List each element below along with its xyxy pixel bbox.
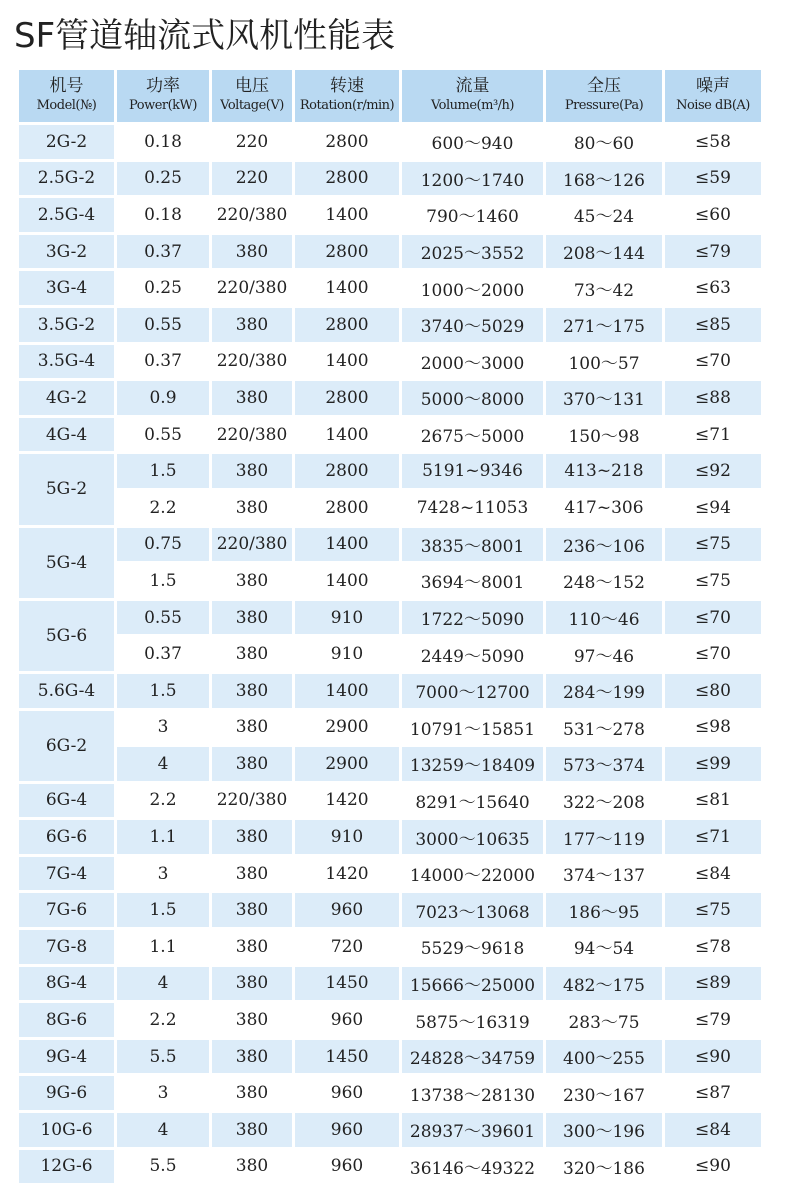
table-body: [19, 125, 761, 1183]
cell-voltage: 380: [212, 967, 292, 1001]
cell-model: 10G-6: [19, 1113, 114, 1147]
cell-noise: ≤70: [665, 345, 761, 379]
cell-pressure: 417~306: [546, 491, 662, 525]
cell-rotation: 960: [295, 1150, 399, 1184]
cell-pressure: 45～24: [546, 198, 662, 232]
table-row: [19, 528, 761, 562]
cell-power: 1.5: [117, 454, 209, 488]
table-row: [19, 1150, 761, 1184]
header-en: Model(№): [36, 98, 97, 113]
cell-rotation: 1400: [295, 271, 399, 305]
cell-volume: 2675～5000: [402, 418, 543, 452]
cell-pressure: 168～126: [546, 162, 662, 196]
cell-noise: ≤79: [665, 1003, 761, 1037]
cell-rotation: 910: [295, 820, 399, 854]
cell-volume: 7023～13068: [402, 893, 543, 927]
table-row: [19, 1003, 761, 1037]
cell-voltage: 380: [212, 1040, 292, 1074]
cell-pressure: 283～75: [546, 1003, 662, 1037]
cell-power: 2.2: [117, 1003, 209, 1037]
cell-model: 12G-6: [19, 1150, 114, 1184]
table-row: [19, 674, 761, 708]
table-row: [19, 1113, 761, 1147]
cell-rotation: 1400: [295, 345, 399, 379]
cell-model: 3G-4: [19, 271, 114, 305]
table-row: [19, 601, 761, 635]
cell-power: 0.37: [117, 637, 209, 671]
cell-volume: 1200～1740: [402, 162, 543, 196]
cell-power: 4: [117, 967, 209, 1001]
cell-volume: 790～1460: [402, 198, 543, 232]
cell-volume: 2000～3000: [402, 345, 543, 379]
cell-volume: 5875～16319: [402, 1003, 543, 1037]
cell-power: 5.5: [117, 1150, 209, 1184]
header-zh: 流量: [455, 76, 490, 96]
cell-volume: 28937～39601: [402, 1113, 543, 1147]
cell-rotation: 960: [295, 893, 399, 927]
cell-power: 2.2: [117, 491, 209, 525]
header-zh: 转速: [330, 76, 364, 96]
table-row: [19, 857, 761, 891]
table-row: [19, 381, 761, 415]
cell-model: 5G-4: [19, 528, 114, 598]
cell-noise: ≤90: [665, 1040, 761, 1074]
cell-volume: 7000～12700: [402, 674, 543, 708]
cell-rotation: 960: [295, 1003, 399, 1037]
cell-voltage: 380: [212, 601, 292, 635]
performance-table: [16, 67, 764, 1186]
cell-noise: ≤78: [665, 930, 761, 964]
cell-noise: ≤60: [665, 198, 761, 232]
cell-volume: 36146～49322: [402, 1150, 543, 1184]
cell-pressure: 236～106: [546, 528, 662, 562]
cell-pressure: 150～98: [546, 418, 662, 452]
cell-model: 4G-4: [19, 418, 114, 452]
cell-voltage: 220/380: [212, 418, 292, 452]
cell-rotation: 2800: [295, 454, 399, 488]
cell-noise: ≤92: [665, 454, 761, 488]
cell-noise: ≤71: [665, 418, 761, 452]
cell-power: 0.37: [117, 345, 209, 379]
cell-power: 3: [117, 857, 209, 891]
header-en: Pressure(Pa): [564, 98, 644, 113]
cell-volume: 5000～8000: [402, 381, 543, 415]
table-row: [19, 564, 761, 598]
cell-voltage: 380: [212, 1113, 292, 1147]
cell-volume: 2449～5090: [402, 637, 543, 671]
cell-pressure: 300～196: [546, 1113, 662, 1147]
cell-model: 8G-6: [19, 1003, 114, 1037]
cell-noise: ≤89: [665, 967, 761, 1001]
cell-noise: ≤58: [665, 125, 761, 159]
cell-model: 7G-8: [19, 930, 114, 964]
cell-power: 4: [117, 1113, 209, 1147]
cell-model: 3G-2: [19, 235, 114, 269]
cell-volume: 3694～8001: [402, 564, 543, 598]
cell-noise: ≤81: [665, 784, 761, 818]
cell-noise: ≤79: [665, 235, 761, 269]
cell-rotation: 1400: [295, 674, 399, 708]
cell-voltage: 380: [212, 820, 292, 854]
cell-power: 0.55: [117, 418, 209, 452]
cell-volume: 3835～8001: [402, 528, 543, 562]
cell-noise: ≤90: [665, 1150, 761, 1184]
cell-noise: ≤88: [665, 381, 761, 415]
cell-voltage: 380: [212, 711, 292, 745]
cell-model: 5G-6: [19, 601, 114, 671]
cell-model: 3.5G-4: [19, 345, 114, 379]
table-row: [19, 491, 761, 525]
cell-noise: ≤71: [665, 820, 761, 854]
col-header-rotation: [295, 70, 399, 122]
cell-model: 3.5G-2: [19, 308, 114, 342]
cell-model: 6G-6: [19, 820, 114, 854]
cell-power: 0.9: [117, 381, 209, 415]
table-row: [19, 162, 761, 196]
cell-power: 0.37: [117, 235, 209, 269]
cell-noise: ≤84: [665, 1113, 761, 1147]
cell-voltage: 380: [212, 1003, 292, 1037]
cell-noise: ≤94: [665, 491, 761, 525]
cell-voltage: 380: [212, 454, 292, 488]
cell-volume: 600～940: [402, 125, 543, 159]
cell-pressure: 110～46: [546, 601, 662, 635]
table-row: [19, 930, 761, 964]
cell-power: 1.5: [117, 674, 209, 708]
cell-rotation: 1450: [295, 967, 399, 1001]
cell-voltage: 380: [212, 491, 292, 525]
cell-noise: ≤75: [665, 528, 761, 562]
cell-voltage: 380: [212, 564, 292, 598]
cell-pressure: 94～54: [546, 930, 662, 964]
cell-model: 7G-6: [19, 893, 114, 927]
cell-noise: ≤70: [665, 637, 761, 671]
table-row: [19, 747, 761, 781]
header-zh: 电压: [235, 76, 269, 96]
cell-model: 6G-2: [19, 711, 114, 781]
header-zh: 噪声: [696, 76, 730, 96]
cell-noise: ≤75: [665, 564, 761, 598]
cell-power: 3: [117, 1076, 209, 1110]
cell-pressure: 573～374: [546, 747, 662, 781]
cell-volume: 14000～22000: [402, 857, 543, 891]
col-header-noise: [665, 70, 761, 122]
table-row: [19, 893, 761, 927]
cell-rotation: 2800: [295, 308, 399, 342]
header-en: Noise dB(A): [676, 98, 750, 113]
col-header-model: [19, 70, 114, 122]
cell-pressure: 186～95: [546, 893, 662, 927]
cell-volume: 3740～5029: [402, 308, 543, 342]
cell-voltage: 380: [212, 637, 292, 671]
table-row: [19, 235, 761, 269]
table-row: [19, 784, 761, 818]
cell-noise: ≤98: [665, 711, 761, 745]
cell-voltage: 380: [212, 674, 292, 708]
table-row: [19, 637, 761, 671]
cell-pressure: 482～175: [546, 967, 662, 1001]
cell-rotation: 2800: [295, 125, 399, 159]
cell-model: 5G-2: [19, 454, 114, 524]
cell-model: 9G-4: [19, 1040, 114, 1074]
cell-voltage: 220/380: [212, 784, 292, 818]
cell-power: 1.5: [117, 564, 209, 598]
cell-voltage: 380: [212, 381, 292, 415]
cell-voltage: 220/380: [212, 345, 292, 379]
cell-pressure: 370～131: [546, 381, 662, 415]
cell-voltage: 380: [212, 308, 292, 342]
cell-power: 0.18: [117, 125, 209, 159]
cell-pressure: 271～175: [546, 308, 662, 342]
cell-pressure: 374～137: [546, 857, 662, 891]
cell-power: 1.5: [117, 893, 209, 927]
cell-rotation: 960: [295, 1113, 399, 1147]
cell-power: 4: [117, 747, 209, 781]
table-row: [19, 198, 761, 232]
cell-power: 0.55: [117, 601, 209, 635]
cell-rotation: 1400: [295, 198, 399, 232]
cell-noise: ≤87: [665, 1076, 761, 1110]
page-title: SF管道轴流式风机性能表: [14, 16, 396, 56]
cell-rotation: 2800: [295, 162, 399, 196]
table-row: [19, 418, 761, 452]
cell-volume: 2025～3552: [402, 235, 543, 269]
cell-model: 7G-4: [19, 857, 114, 891]
cell-pressure: 208～144: [546, 235, 662, 269]
cell-power: 2.2: [117, 784, 209, 818]
cell-noise: ≤99: [665, 747, 761, 781]
cell-noise: ≤84: [665, 857, 761, 891]
cell-noise: ≤80: [665, 674, 761, 708]
cell-power: 1.1: [117, 820, 209, 854]
cell-volume: 1000～2000: [402, 271, 543, 305]
cell-rotation: 910: [295, 637, 399, 671]
table-row: [19, 345, 761, 379]
cell-noise: ≤75: [665, 893, 761, 927]
cell-voltage: 220/380: [212, 528, 292, 562]
cell-power: 1.1: [117, 930, 209, 964]
cell-pressure: 97～46: [546, 637, 662, 671]
cell-model: 2G-2: [19, 125, 114, 159]
table-row: [19, 125, 761, 159]
cell-rotation: 2800: [295, 491, 399, 525]
cell-voltage: 380: [212, 930, 292, 964]
cell-rotation: 910: [295, 601, 399, 635]
cell-noise: ≤70: [665, 601, 761, 635]
cell-pressure: 322～208: [546, 784, 662, 818]
cell-model: 2.5G-4: [19, 198, 114, 232]
cell-power: 5.5: [117, 1040, 209, 1074]
cell-voltage: 380: [212, 747, 292, 781]
header-en: Rotation(r/min): [299, 98, 395, 113]
cell-pressure: 413~218: [546, 454, 662, 488]
table-row: [19, 1040, 761, 1074]
cell-volume: 8291～15640: [402, 784, 543, 818]
cell-rotation: 1400: [295, 564, 399, 598]
cell-pressure: 284～199: [546, 674, 662, 708]
cell-pressure: 100～57: [546, 345, 662, 379]
header-zh: 机号: [49, 76, 84, 96]
cell-model: 9G-6: [19, 1076, 114, 1110]
table-row: [19, 454, 761, 488]
cell-volume: 5529～9618: [402, 930, 543, 964]
cell-rotation: 720: [295, 930, 399, 964]
table-header-row: [19, 70, 761, 122]
header-en: Volume(m³/h): [430, 98, 514, 113]
cell-voltage: 380: [212, 1150, 292, 1184]
header-en: Voltage(V): [220, 98, 284, 113]
cell-voltage: 220/380: [212, 271, 292, 305]
cell-voltage: 220/380: [212, 198, 292, 232]
cell-volume: 3000～10635: [402, 820, 543, 854]
cell-pressure: 73～42: [546, 271, 662, 305]
cell-volume: 13738～28130: [402, 1076, 543, 1110]
cell-pressure: 230～167: [546, 1076, 662, 1110]
cell-rotation: 1420: [295, 857, 399, 891]
cell-volume: 24828～34759: [402, 1040, 543, 1074]
cell-volume: 7428~11053: [402, 491, 543, 525]
cell-rotation: 2900: [295, 711, 399, 745]
cell-voltage: 220: [212, 162, 292, 196]
cell-power: 0.55: [117, 308, 209, 342]
cell-volume: 5191~9346: [402, 454, 543, 488]
table-row: [19, 1076, 761, 1110]
cell-model: 2.5G-2: [19, 162, 114, 196]
cell-voltage: 380: [212, 1076, 292, 1110]
cell-rotation: 1450: [295, 1040, 399, 1074]
col-header-volume: [402, 70, 543, 122]
cell-power: 0.18: [117, 198, 209, 232]
cell-volume: 15666～25000: [402, 967, 543, 1001]
cell-model: 5.6G-4: [19, 674, 114, 708]
cell-noise: ≤85: [665, 308, 761, 342]
cell-voltage: 380: [212, 235, 292, 269]
col-header-power: [117, 70, 209, 122]
cell-pressure: 400～255: [546, 1040, 662, 1074]
table-row: [19, 271, 761, 305]
header-zh: 功率: [146, 76, 180, 96]
cell-pressure: 80～60: [546, 125, 662, 159]
cell-voltage: 220: [212, 125, 292, 159]
table-row: [19, 820, 761, 854]
cell-pressure: 531～278: [546, 711, 662, 745]
cell-pressure: 177～119: [546, 820, 662, 854]
cell-power: 0.75: [117, 528, 209, 562]
cell-noise: ≤63: [665, 271, 761, 305]
cell-power: 3: [117, 711, 209, 745]
cell-rotation: 1400: [295, 528, 399, 562]
cell-voltage: 380: [212, 857, 292, 891]
cell-model: 6G-4: [19, 784, 114, 818]
header-zh: 全压: [587, 76, 621, 96]
cell-power: 0.25: [117, 162, 209, 196]
col-header-pressure: [546, 70, 662, 122]
table-row: [19, 308, 761, 342]
table-row: [19, 967, 761, 1001]
cell-model: 4G-2: [19, 381, 114, 415]
cell-volume: 1722～5090: [402, 601, 543, 635]
cell-noise: ≤59: [665, 162, 761, 196]
cell-rotation: 1420: [295, 784, 399, 818]
table-row: [19, 711, 761, 745]
cell-volume: 13259～18409: [402, 747, 543, 781]
cell-power: 0.25: [117, 271, 209, 305]
cell-rotation: 2800: [295, 235, 399, 269]
cell-pressure: 248～152: [546, 564, 662, 598]
header-en: Power(kW): [129, 98, 197, 113]
col-header-voltage: [212, 70, 292, 122]
cell-rotation: 1400: [295, 418, 399, 452]
cell-rotation: 2800: [295, 381, 399, 415]
cell-voltage: 380: [212, 893, 292, 927]
cell-rotation: 960: [295, 1076, 399, 1110]
cell-model: 8G-4: [19, 967, 114, 1001]
cell-volume: 10791～15851: [402, 711, 543, 745]
cell-rotation: 2900: [295, 747, 399, 781]
cell-pressure: 320～186: [546, 1150, 662, 1184]
